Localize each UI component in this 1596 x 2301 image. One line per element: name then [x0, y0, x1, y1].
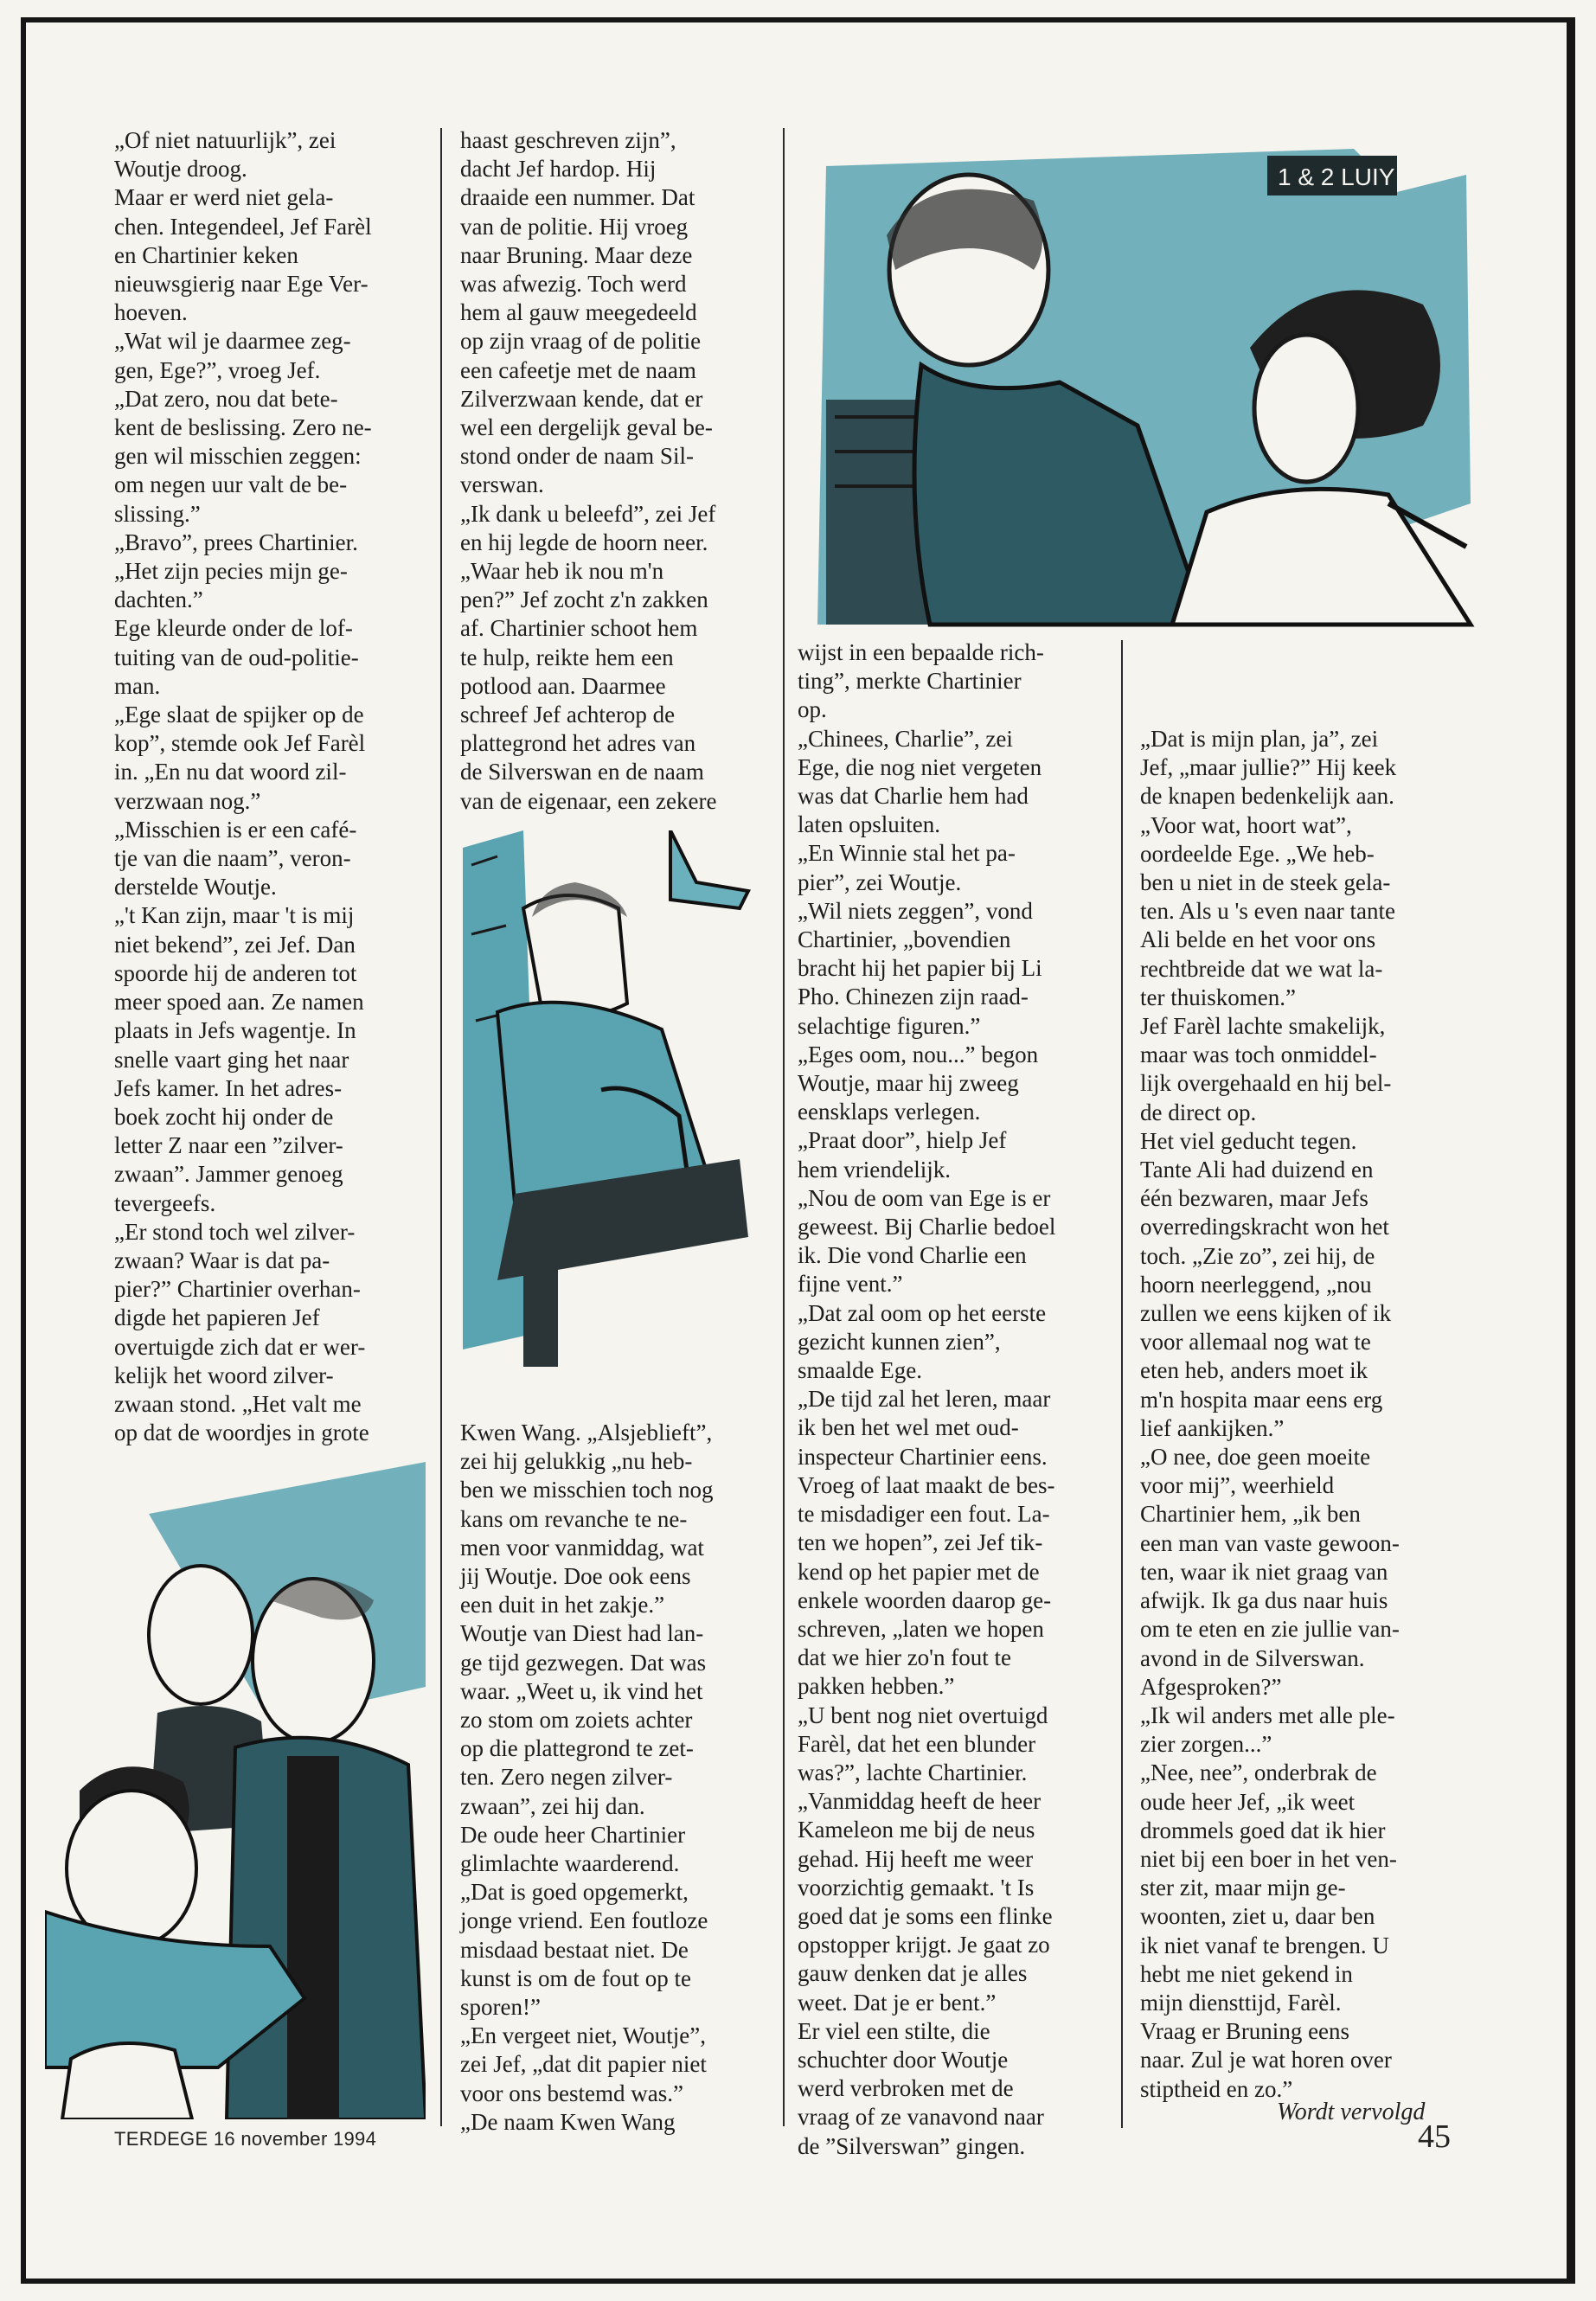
text-column-4 — [1140, 725, 1469, 2104]
column-4-text: „Dat is mijn plan, ja”, zei Jef, „maar jullie?” Hij keek de knapen bedenkelijk aan. „Voor wat, hoort wat”, oordeelde Ege. „We heb- ben u niet in de steek gela- ten. Als u 's even naar tante Ali belde en het voor ons rechtbreide dat we wat la- ter thuiskomen.” Jef Farèl lachte smakelijk, maar was toch onmiddel- lijk overgehaald en hij bel- de direct op. Het viel geducht tegen. Tante Ali had duizend en één bezwaren, maar Jefs overredingskracht won het toch. „Zie zo”, zei hij, de hoorn neerleggend, „nou zullen we eens kijken of ik voor allemaal nog wat te eten heb, anders moet ik m'n hospita maar eens erg lief aankijken.” „O nee, doe geen moeite voor mij”, weerhield Chartinier hem, „ik ben een man van vaste gewoon- ten, waar ik niet graag van afwijk. Ik ga dus naar huis om te eten en zie jullie van- avond in de Silverswan. Afgesproken?” „Ik wil anders met alle ple- zier zorgen...” „Nee, nee”, onderbrak de oude heer Jef, „ik weet drommels goed dat ik hier niet bij een boer in het ven- ster zit, maar mijn ge- woonten, ziet u, daar ben ik niet vanaf te brengen. U hebt me niet gekend in mijn diensttijd, Farèl. Vraag er Bruning eens naar. Zul je wat horen over stiptheid en zo.” — [1140, 726, 1400, 2102]
shop-sign-text: 1 & 2 LUIY — [1278, 163, 1395, 190]
text-column-1 — [114, 126, 426, 1447]
column-2-top-text: haast geschreven zijn”, dacht Jef hardop. Hij draaide een nummer. Dat van de politie. Hij vroeg naar Bruning. Maar deze was afwezig. Toch werd hem al gauw meegedeeld op zijn vraag of de politie een cafeetje met de naam Zilverzwaan kende, dat er wel een dergelijk geval be- stond onder de naam Sil- verswan. „Ik dank u beleefd”, zei Jef en hij legde de hoorn neer. „Waar heb ik nou m'n pen?” Jef zocht z'n zakken af. Chartinier schoot hem te hulp, reikte hem een potlood aan. Daarmee schreef Jef achterop de plattegrond het adres van de Silverswan en de naam van de eigenaar, een zekere — [460, 127, 717, 814]
text-column-2-top — [460, 126, 754, 816]
illustration-three-figures — [45, 1462, 426, 2119]
column-1-text: „Of niet natuurlijk”, zei Woutje droog. Maar er werd niet gela- chen. Integendeel, Jef Farèl en Chartinier keken nieuwsgierig naar Ege Ver- hoeven. „Wat wil je daarmee zeg- gen, Ege?”, vroeg Jef. „Dat zero, nou dat bete- kent de beslissing. Zero ne- gen wil misschien zeggen: om negen uur valt de be- slissing.” „Bravo”, prees Chartinier. „Het zijn pecies mijn ge- dachten.” Ege kleurde onder de lof- tuiting van de oud-politie- man. „Ege slaat de spijker op de kop”, stemde ook Jef Farèl in. „En nu dat woord zil- verzwaan nog.” „Misschien is er een café- tje van die naam”, veron- derstelde Woutje. „'t Kan zijn, maar 't is mij niet bekend”, zei Jef. Dan spoorde hij de anderen tot meer spoed aan. Ze namen plaats in Jefs wagentje. In snelle vaart ging het naar Jefs kamer. In het adres- boek zocht hij onder de letter Z naar een ”zilver- zwaan”. Jammer genoeg tevergeefs. „Er stond toch wel zilver- zwaan? Waar is dat pa- pier?” Chartinier overhan- digde het papieren Jef overtuigde zich dat er wer- kelijk het woord zilver- zwaan stond. „Het valt me op dat de woordjes in grote — [114, 127, 372, 1446]
column-2-bottom-text: Kwen Wang. „Alsjeblieft”, zei hij gelukkig „nu heb- ben we misschien toch nog kans om revanche te ne- men voor vanmiddag, wat jij Woutje. Doe ook eens een duit in het zakje.” Woutje van Diest had lan- ge tijd gezwegen. Dat was waar. „Weet u, ik vind het zo stom om zoiets achter op die plattegrond te zet- ten. Zero negen zilver- zwaan”, zei hij dan. De oude heer Chartinier glimlachte waarderend. „Dat is goed opgemerkt, jonge vriend. Een foutloze misdaad bestaat niet. De kunst is om de fout op te sporen!” „En vergeet niet, Woutje”, zei Jef, „dat dit papier niet voor ons bestemd was.” „De naam Kwen Wang — [460, 1420, 714, 2135]
column-3-text: wijst in een bepaalde rich- ting”, merkte Chartinier op. „Chinees, Charlie”, zei Ege, die nog niet vergeten was dat Charlie hem had laten opsluiten. „En Winnie stal het pa- pier”, zei Woutje. „Wil niets zeggen”, vond Chartinier, „bovendien bracht hij het papier bij Li Pho. Chinezen zijn raad- selachtige figuren.” „Eges oom, nou...” begon Woutje, maar hij zweeg eensklaps verlegen. „Praat door”, hielp Jef hem vriendelijk. „Nou de oom van Ege is er geweest. Bij Charlie bedoel ik. Die vond Charlie een fijne vent.” „Dat zal oom op het eerste gezicht kunnen zien”, smaalde Ege. „De tijd zal het leren, maar ik ben het wel met oud- inspecteur Chartinier eens. Vroeg of laat maakt de bes- te misdadiger een fout. La- ten we hopen”, zei Jef tik- kend op het papier met de enkele woorden daarop ge- schreven, „laten we hopen dat we hier zo'n fout te pakken hebben.” „U bent nog niet overtuigd Farèl, dat het een blunder was?”, lachte Chartinier. „Vanmiddag heeft de heer Kameleon me bij de neus gehad. Hij heeft me weer voorzichtig gemaakt. 't Is goed dat je soms een flinke opstopper krijgt. Je gaat zo gauw denken dat je alles weet. Dat je er bent.” Er viel een stilte, die schuchter door Woutje werd verbroken met de vraag of ze vanavond naar de ”Silverswan” gingen. — [798, 639, 1056, 2159]
footer-publication: TERDEGE 16 november 1994 — [114, 2128, 377, 2150]
illustration-man-writing — [463, 830, 757, 1367]
page-number: 45 — [1418, 2118, 1451, 2155]
continued-note: Wordt vervolgd — [1277, 2099, 1426, 2125]
column-rule-3 — [1121, 640, 1123, 2128]
text-column-2-bottom — [460, 1419, 754, 2137]
column-rule-2 — [783, 128, 785, 2126]
text-column-3 — [798, 638, 1092, 2161]
illustration-two-boys — [800, 140, 1475, 633]
column-rule-1 — [440, 128, 442, 2126]
